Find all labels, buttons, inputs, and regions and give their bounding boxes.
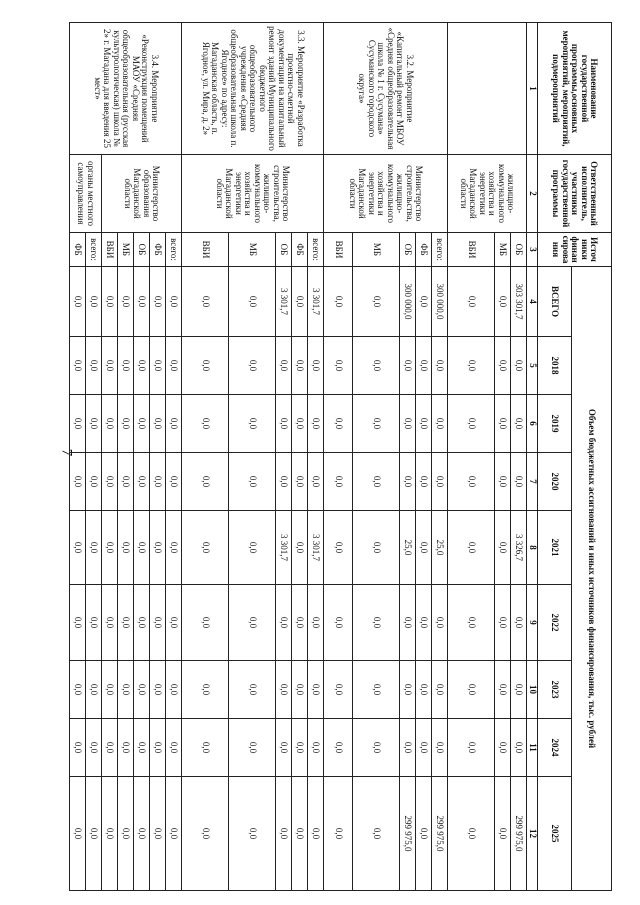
table-frame [73,22,612,890]
column-number: 11 [527,719,538,777]
value-cell: 0,0 [400,337,416,395]
activity-name-cell [448,23,527,155]
table-row [432,23,448,891]
value-cell: 0,0 [292,777,308,891]
source-cell: ВБИ [182,233,229,267]
value-cell: 0,0 [416,511,432,585]
value-cell: 3 301,7 [308,267,324,337]
value-cell: 0,0 [150,267,166,337]
value-cell: 0,0 [166,511,182,585]
value-cell: 0,0 [276,453,292,511]
value-cell: 0,0 [118,719,134,777]
value-cell: 0,0 [400,585,416,661]
value-cell: 0,0 [86,777,102,891]
value-cell: 0,0 [308,661,324,719]
value-cell: 0,0 [182,661,229,719]
value-cell: 0,0 [229,777,276,891]
value-cell: 0,0 [118,337,134,395]
value-cell: 0,0 [166,337,182,395]
value-cell: 0,0 [432,719,448,777]
value-cell: 0,0 [229,585,276,661]
value-cell: 0,0 [150,337,166,395]
source-cell: всего: [432,233,448,267]
source-cell: всего: [86,233,102,267]
value-cell: 0,0 [324,777,353,891]
value-cell: 0,0 [511,337,527,395]
value-cell: 0,0 [276,337,292,395]
value-cell: 0,0 [400,661,416,719]
column-number-row [527,23,538,891]
value-cell: 0,0 [416,661,432,719]
value-cell: 0,0 [324,719,353,777]
value-cell: 0,0 [432,337,448,395]
funding-table [69,22,612,891]
value-cell: 0,0 [308,585,324,661]
value-cell: 0,0 [308,777,324,891]
value-cell: 0,0 [495,511,511,585]
source-cell: ВБИ [324,233,353,267]
value-cell: 0,0 [448,719,495,777]
value-cell: 0,0 [276,585,292,661]
table-row [166,23,182,891]
responsible-cell: Министерство строительства, жилищно-коммунального хозяйства и энергетики Магаданской области [182,155,324,233]
value-cell: 0,0 [432,395,448,453]
value-cell: 0,0 [353,267,400,337]
value-cell: 0,0 [292,395,308,453]
value-cell: 300 000,0 [400,267,416,337]
value-cell: 0,0 [134,453,150,511]
value-cell: 0,0 [134,395,150,453]
column-number: 7 [527,453,538,511]
value-cell: 0,0 [182,337,229,395]
value-cell: 0,0 [416,585,432,661]
value-cell: 0,0 [416,337,432,395]
year-header: 2021 [538,511,572,585]
value-cell: 0,0 [324,337,353,395]
value-cell: 0,0 [495,453,511,511]
source-cell: ОБ [400,233,416,267]
value-cell: 0,0 [118,267,134,337]
table-row [511,23,527,891]
value-cell: 0,0 [182,777,229,891]
table-body [70,23,527,891]
value-cell: 0,0 [134,585,150,661]
value-cell: 0,0 [166,453,182,511]
value-cell: 0,0 [511,395,527,453]
value-cell: 0,0 [102,267,118,337]
value-cell: 0,0 [86,395,102,453]
value-cell: 0,0 [353,719,400,777]
source-cell: ФБ [70,233,86,267]
value-cell: 0,0 [86,661,102,719]
value-cell: 0,0 [102,511,118,585]
value-cell: 0,0 [400,395,416,453]
value-cell: 0,0 [292,585,308,661]
value-cell: 0,0 [70,337,86,395]
value-cell: 0,0 [448,337,495,395]
value-cell: 3 301,7 [308,511,324,585]
value-cell: 25,0 [400,511,416,585]
value-cell: 0,0 [166,395,182,453]
source-cell: ФБ [416,233,432,267]
source-cell: ВБИ [102,233,118,267]
value-cell: 0,0 [324,395,353,453]
source-cell: ФБ [150,233,166,267]
value-cell: 0,0 [166,719,182,777]
value-cell: 0,0 [308,453,324,511]
header-name: Наименование государственной программы,основных мероприятий, мероприятий, подмероприятий [538,23,612,155]
value-cell: 0,0 [70,395,86,453]
value-cell: 0,0 [276,661,292,719]
year-header: 2022 [538,585,572,661]
responsible-cell: органы местного самоуправления [70,155,102,233]
column-number: 6 [527,395,538,453]
value-cell: 0,0 [86,267,102,337]
value-cell: 0,0 [150,585,166,661]
value-cell: 299 975,0 [400,777,416,891]
responsible-cell: жилищно-коммунального хозяйства и энергетики Магаданской области [448,155,527,233]
value-cell: 0,0 [166,661,182,719]
value-cell: 0,0 [448,267,495,337]
value-cell: 0,0 [86,585,102,661]
column-number: 3 [527,233,538,267]
value-cell: 0,0 [229,267,276,337]
value-cell: 0,0 [70,267,86,337]
value-cell: 0,0 [70,661,86,719]
value-cell: 0,0 [102,585,118,661]
value-cell: 299 975,0 [511,777,527,891]
value-cell: 0,0 [324,267,353,337]
value-cell: 0,0 [118,395,134,453]
value-cell: 0,0 [166,777,182,891]
value-cell: 0,0 [86,337,102,395]
value-cell: 0,0 [150,453,166,511]
rotated-table-wrapper [73,22,612,890]
value-cell: 0,0 [432,661,448,719]
value-cell: 0,0 [324,511,353,585]
value-cell: 0,0 [448,585,495,661]
value-cell: 0,0 [102,777,118,891]
value-cell: 0,0 [495,585,511,661]
column-number: 8 [527,511,538,585]
value-cell: 0,0 [166,585,182,661]
value-cell: 0,0 [150,661,166,719]
value-cell: 0,0 [229,661,276,719]
year-header: 2018 [538,337,572,395]
value-cell: 0,0 [353,511,400,585]
value-cell: 0,0 [86,453,102,511]
year-header: 2025 [538,777,572,891]
value-cell: 300 000,0 [432,267,448,337]
value-cell: 0,0 [70,511,86,585]
value-cell: 0,0 [292,267,308,337]
column-number: 2 [527,155,538,233]
source-cell: ОБ [276,233,292,267]
column-number: 10 [527,661,538,719]
value-cell: 3 301,7 [276,267,292,337]
value-cell: 0,0 [86,511,102,585]
value-cell: 0,0 [102,453,118,511]
value-cell: 0,0 [182,395,229,453]
value-cell: 0,0 [150,395,166,453]
value-cell: 0,0 [511,453,527,511]
activity-name-cell: 3.3. Мероприятие «Разработка проектно-сметной документации на капитальный ремонт зданий Муниципального бюджетного общеобразовательного учреждения «Средняя общеобразовательная школа п. Ягодное» по адресу: Магаданская область, п. Ягодное, ул. Мира, д. 2» [182,23,324,155]
value-cell: 0,0 [448,661,495,719]
value-cell: 303 301,7 [511,267,527,337]
value-cell: 0,0 [150,511,166,585]
value-cell: 0,0 [150,719,166,777]
value-cell: 0,0 [292,719,308,777]
source-cell: всего: [308,233,324,267]
column-number: 4 [527,267,538,337]
value-cell: 0,0 [495,337,511,395]
value-cell: 0,0 [416,267,432,337]
value-cell: 0,0 [511,719,527,777]
activity-name-cell: 3.2. Мероприятие «Капитальный ремонт МБОУ «Средняя общеобразовательная школа № 1 г. Сусумана» Сусуманского городского округа» [324,23,448,155]
column-number: 9 [527,585,538,661]
value-cell: 0,0 [276,777,292,891]
value-cell: 0,0 [416,395,432,453]
source-cell: МБ [229,233,276,267]
value-cell: 3 301,7 [276,511,292,585]
value-cell: 0,0 [102,661,118,719]
value-cell: 0,0 [276,395,292,453]
year-header: 2023 [538,661,572,719]
value-cell: 0,0 [495,661,511,719]
value-cell: 0,0 [182,585,229,661]
value-cell: 0,0 [118,511,134,585]
value-cell: 0,0 [324,661,353,719]
value-cell: 299 975,0 [432,777,448,891]
value-cell: 0,0 [511,585,527,661]
value-cell: 0,0 [416,719,432,777]
year-header: 2024 [538,719,572,777]
value-cell: 0,0 [70,777,86,891]
value-cell: 0,0 [166,267,182,337]
value-cell: 0,0 [416,453,432,511]
value-cell: 0,0 [134,267,150,337]
value-cell: 25,0 [432,511,448,585]
value-cell: 0,0 [353,777,400,891]
source-cell: ОБ [134,233,150,267]
value-cell: 0,0 [70,719,86,777]
value-cell: 0,0 [134,511,150,585]
source-cell: МБ [495,233,511,267]
value-cell: 0,0 [448,777,495,891]
value-cell: 0,0 [229,337,276,395]
value-cell: 0,0 [292,661,308,719]
source-cell: ОБ [511,233,527,267]
value-cell: 0,0 [400,719,416,777]
header-source: Источники финансирования [538,233,612,267]
value-cell: 0,0 [150,777,166,891]
activity-name-cell: 3.4. Мероприятие «Реконструкция помещений МАОУ «Средняя общеобразовательная (русская культурологическая) школа № 2» г. Магадана для введения 25 мест» [70,23,182,155]
value-cell: 0,0 [134,337,150,395]
source-cell: МБ [353,233,400,267]
value-cell: 0,0 [182,511,229,585]
value-cell: 0,0 [308,719,324,777]
value-cell: 0,0 [353,395,400,453]
year-header: ВСЕГО [538,267,572,337]
value-cell: 0,0 [416,777,432,891]
value-cell: 0,0 [308,395,324,453]
value-cell: 0,0 [292,453,308,511]
column-number: 1 [527,23,538,155]
value-cell: 0,0 [102,395,118,453]
page-number: 7 [58,448,75,457]
year-header: 2020 [538,453,572,511]
source-cell: ФБ [292,233,308,267]
value-cell: 0,0 [118,585,134,661]
value-cell: 0,0 [70,585,86,661]
value-cell: 0,0 [134,661,150,719]
value-cell: 0,0 [70,453,86,511]
value-cell: 3 326,7 [511,511,527,585]
value-cell: 0,0 [182,719,229,777]
header-responsible: Ответственный исполнитель, участники государственной программы [538,155,612,233]
value-cell: 0,0 [229,395,276,453]
value-cell: 0,0 [511,661,527,719]
value-cell: 0,0 [102,719,118,777]
value-cell: 0,0 [448,395,495,453]
responsible-cell: Министерство образования Магаданской области [102,155,182,233]
value-cell: 0,0 [495,719,511,777]
value-cell: 0,0 [353,585,400,661]
value-cell: 0,0 [182,267,229,337]
header-funding: Объем бюджетных ассигнований и иных источников финансирования, тыс. рублей [572,267,612,891]
value-cell: 0,0 [118,777,134,891]
value-cell: 0,0 [495,267,511,337]
value-cell: 0,0 [432,453,448,511]
value-cell: 0,0 [324,585,353,661]
value-cell: 0,0 [353,661,400,719]
value-cell: 0,0 [134,777,150,891]
value-cell: 0,0 [292,511,308,585]
value-cell: 0,0 [432,585,448,661]
value-cell: 0,0 [86,719,102,777]
value-cell: 0,0 [118,661,134,719]
table-row [308,23,324,891]
value-cell: 0,0 [229,511,276,585]
year-header: 2019 [538,395,572,453]
value-cell: 0,0 [353,337,400,395]
source-cell: МБ [118,233,134,267]
value-cell: 0,0 [182,453,229,511]
value-cell: 0,0 [448,511,495,585]
column-number: 12 [527,777,538,891]
value-cell: 0,0 [400,453,416,511]
value-cell: 0,0 [448,453,495,511]
value-cell: 0,0 [229,453,276,511]
value-cell: 0,0 [353,453,400,511]
source-cell: ВБИ [448,233,495,267]
value-cell: 0,0 [229,719,276,777]
value-cell: 0,0 [292,337,308,395]
value-cell: 0,0 [495,777,511,891]
column-number: 5 [527,337,538,395]
value-cell: 0,0 [134,719,150,777]
value-cell: 0,0 [118,453,134,511]
value-cell: 0,0 [276,719,292,777]
source-cell: всего: [166,233,182,267]
responsible-cell: Министерство строительства, жилищно-коммунального хозяйства и энергетики Магаданской области [324,155,448,233]
value-cell: 0,0 [324,453,353,511]
value-cell: 0,0 [308,337,324,395]
value-cell: 0,0 [102,337,118,395]
value-cell: 0,0 [495,395,511,453]
